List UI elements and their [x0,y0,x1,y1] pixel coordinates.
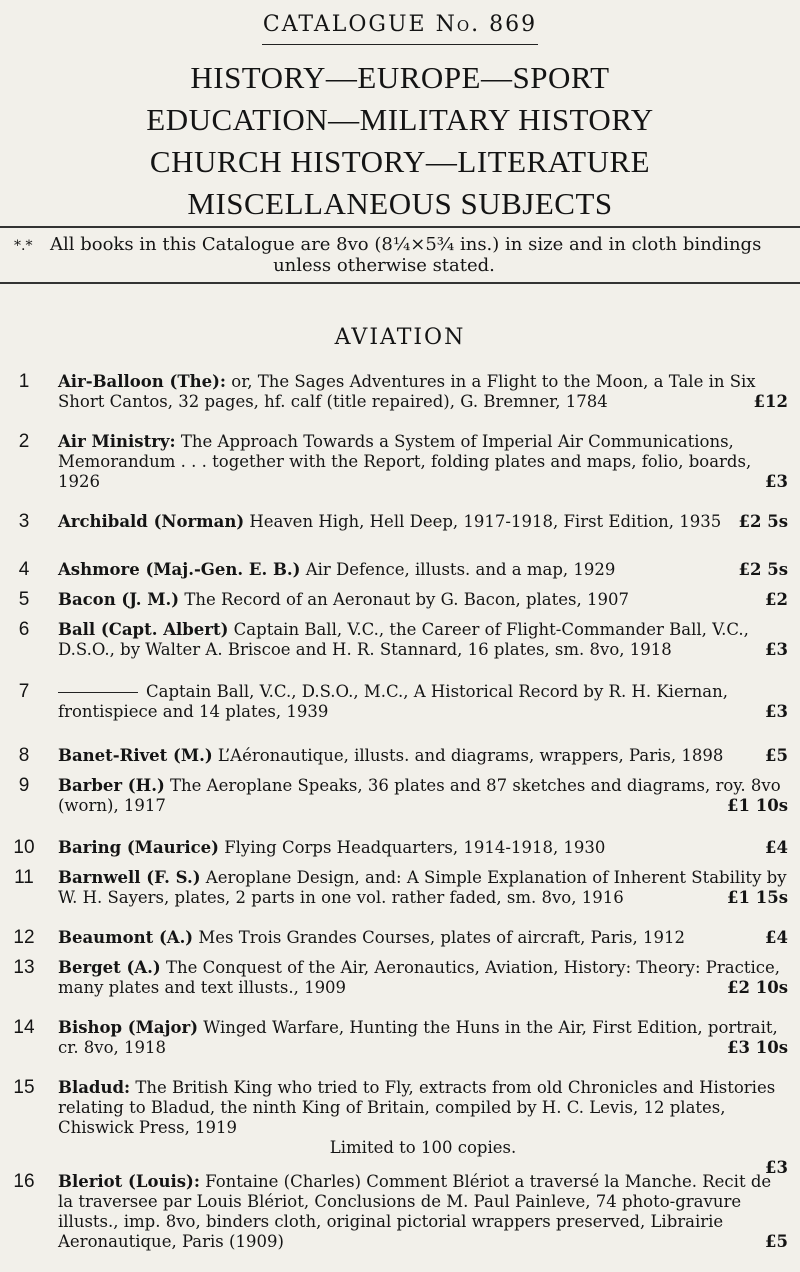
entry-price: £2 10s [727,978,788,997]
entry-edition-note: Limited to 100 copies. [329,1138,517,1157]
entry-body [58,928,788,948]
entry-number: 4 [18,559,30,580]
entry-author: Bishop (Major) [58,1018,199,1037]
entry-price: £1 10s [727,796,788,815]
entry-body [58,372,788,412]
entry-price: £2 [765,590,788,609]
entry-price: £3 [765,640,788,659]
catalogue-entry [0,620,800,660]
entry-price: £5 [765,746,788,765]
entry-body [58,838,788,858]
entry-author: Barber (H.) [58,776,165,795]
entry-number: 11 [14,867,34,888]
entry-body [58,746,788,766]
entry-author: Archibald (Norman) [58,512,245,531]
entry-author: Baring (Maurice) [58,838,219,857]
entry-author: Barnwell (F. S.) [58,868,201,887]
entry-body [58,620,788,660]
catalogue-entry [0,1018,800,1058]
entry-description: The Conquest of the Air, Aeronautics, Aviation, History: Theory: Practice, many plates and text illusts., 1909 [58,958,781,997]
section-title: AVIATION [334,325,466,350]
entry-body [58,1172,788,1252]
catalogue-entry [0,868,800,908]
entry-price: £3 [765,1158,788,1177]
entry-body [58,868,788,908]
entry-body [58,1018,788,1058]
catalogue-entry [0,1172,800,1252]
catalogue-entry [0,432,800,492]
entry-number: 16 [13,1171,35,1192]
entry-description: Fontaine (Charles) Comment Blériot a traversé la Manche. Recit de la traversee par Louis Blériot, Conclusions de M. Paul Painleve, 74 photo-gravure illusts., imp. 8vo, binders cloth, original pictorial wrappers preserved, Librairie Aeronautique, Paris (1909) [58,1172,772,1251]
entry-description: Flying Corps Headquarters, 1914-1918, 1930 [218,838,606,857]
catalogue-entry [0,512,800,532]
entry-price: £1 15s [727,888,788,907]
entry-author: Beaumont (A.) [58,928,194,947]
catalogue-entry [0,590,800,610]
entry-body [58,958,788,998]
entry-number: 3 [18,511,30,532]
headline-4: MISCELLANEOUS SUBJECTS [187,186,613,221]
entry-number: 5 [18,589,30,610]
entry-number: 1 [18,371,30,392]
entry-body [58,560,788,580]
entry-number: 10 [13,837,35,858]
entry-description: or, The Sages Adventures in a Flight to the Moon, a Tale in Six Short Cantos, 32 pages, hf. calf (title repaired), G. Bremner, 1784 [58,372,756,411]
entry-body [58,590,788,610]
entry-price: £3 10s [727,1038,788,1057]
entry-price: £12 [753,392,788,411]
entry-description: Air Defence, illusts. and a map, 1929 [300,560,616,579]
entry-body [58,432,788,492]
ditto-rule [58,692,138,693]
entry-price: £4 [765,928,788,947]
entry-author: Banet-Rivet (M.) [58,746,213,765]
entry-description: Winged Warfare, Hunting the Huns in the Air, First Edition, portrait, cr. 8vo, 1918 [58,1018,778,1057]
entry-number: 8 [18,745,30,766]
entry-body [58,1078,788,1177]
catalogue-entry [0,1078,800,1178]
entry-description: Aeroplane Design, and: A Simple Explanation of Inherent Stability by W. H. Sayers, plates, 2 parts in one vol. rather faded, sm. 8vo, 1916 [58,868,787,907]
entry-body [58,776,788,816]
entry-price: £5 [765,1232,788,1251]
entry-number: 6 [18,619,30,640]
catalogue-entry [0,746,800,766]
entry-description: L’Aéronautique, illusts. and diagrams, wrappers, Paris, 1898 [212,746,724,765]
catalogue-number: CATALOGUE No. 869 [262,12,538,37]
entry-description: The British King who tried to Fly, extracts from old Chronicles and Histories relating to Bladud, the ninth King of Britain, compiled by H. C. Levis, 12 plates, Chiswick Press, 1919 [58,1078,776,1137]
catalogue-entry [0,372,800,412]
entry-price: £3 [765,702,788,721]
entry-description: The Aeroplane Speaks, 36 plates and 87 sketches and diagrams, roy. 8vo (worn), 1917 [58,776,781,815]
format-note [14,235,794,276]
format-note-line1: All books in this Catalogue are 8vo (8¼×5¾ ins.) in size and in cloth bindings [50,234,762,255]
headline-2: EDUCATION—MILITARY HISTORY [146,102,654,137]
entry-author: Bacon (J. M.) [58,590,180,609]
entry-number: 2 [18,431,30,452]
entry-body [58,512,788,532]
entry-number: 7 [18,681,30,702]
entry-description: Mes Trois Grandes Courses, plates of aircraft, Paris, 1912 [193,928,685,947]
catalogue-entry [0,928,800,948]
catalogue-entry [0,776,800,816]
entry-author: Ball (Capt. Albert) [58,620,229,639]
entry-description: The Approach Towards a System of Imperial Air Communications, Memorandum . . . together with the Report, folding plates and maps, folio, boards, 1926 [58,432,752,491]
entry-description: Captain Ball, V.C., the Career of Flight-Commander Ball, V.C., D.S.O., by Walter A. Briscoe and H. R. Stannard, 16 plates, sm. 8vo, 1918 [58,620,749,659]
headline-1: HISTORY—EUROPE—SPORT [190,60,610,95]
entry-author: Bleriot (Louis): [58,1172,200,1191]
entry-author: Air-Balloon (The): [58,372,227,391]
divider-top [0,226,800,228]
catalogue-entry [0,682,800,722]
entry-number: 14 [13,1017,35,1038]
entry-price: £3 [765,472,788,491]
catalogue-entry [0,560,800,580]
catalogue-entry [0,958,800,998]
divider-bottom [0,282,800,284]
entry-price: £2 5s [738,560,788,579]
catalogue-entry [0,838,800,858]
format-note-line2: unless otherwise stated. [273,255,495,276]
entry-body [58,682,788,722]
entry-price: £2 5s [738,512,788,531]
entry-number: 13 [13,957,35,978]
entry-price: £4 [765,838,788,857]
entry-author: Berget (A.) [58,958,161,977]
entry-number: 9 [18,775,30,796]
entry-author: Bladud: [58,1078,131,1097]
headline-3: CHURCH HISTORY—LITERATURE [149,144,651,179]
entry-description: Heaven High, Hell Deep, 1917-1918, First Edition, 1935 [244,512,722,531]
asterism-icon: *.* [14,238,33,254]
entry-author: Air Ministry: [58,432,176,451]
entry-description: Captain Ball, V.C., D.S.O., M.C., A Historical Record by R. H. Kiernan, frontispiece and 14 plates, 1939 [58,682,728,721]
catalogue-underline [262,44,538,45]
entry-number: 12 [13,927,35,948]
entry-description: The Record of an Aeronaut by G. Bacon, plates, 1907 [179,590,629,609]
entry-author: Ashmore (Maj.-Gen. E. B.) [58,560,301,579]
entry-number: 15 [13,1077,35,1098]
